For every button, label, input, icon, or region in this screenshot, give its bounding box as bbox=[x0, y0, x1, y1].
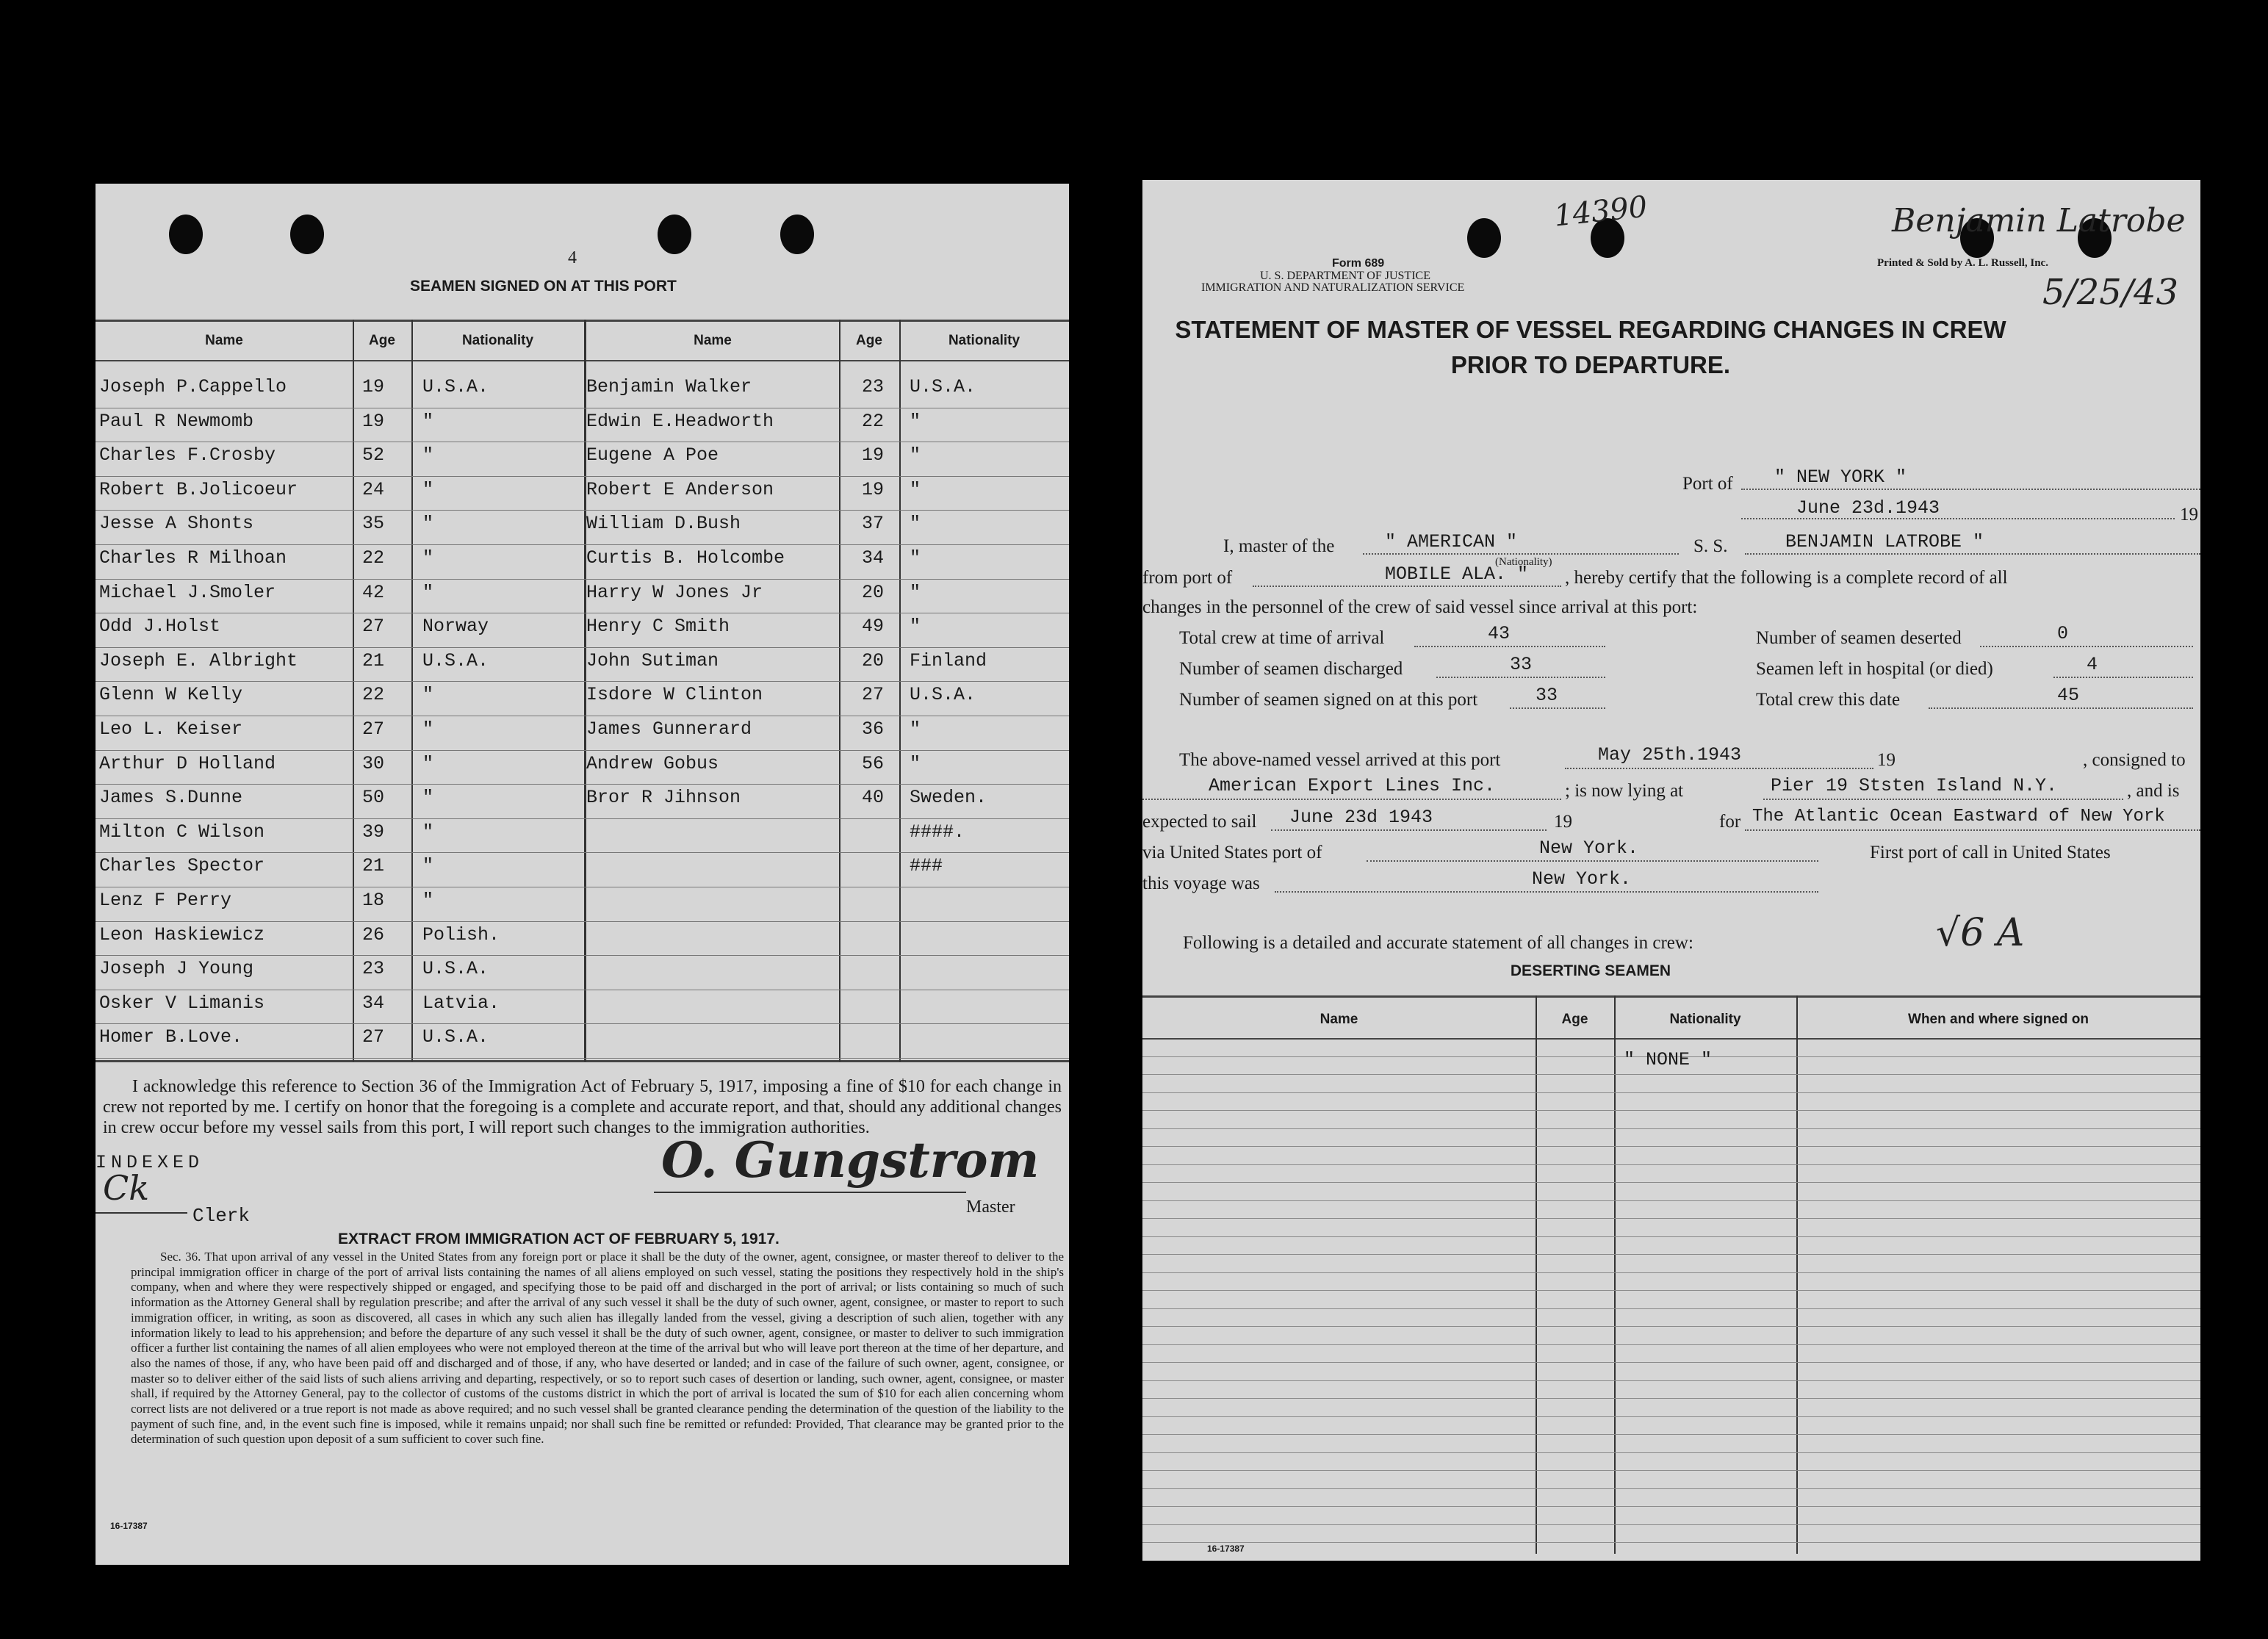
signed-on-nat: U.S.A. bbox=[422, 650, 489, 671]
signed-on-age: 19 bbox=[362, 376, 385, 397]
acknowledgement-text: I acknowledge this reference to Section 36 of the Immigration Act of February 5, 1917, imposing a fine of $10 for each change in crew not reported by me. I certify on honor that the foregoing is a complete and accurate report, and that, should any additional changes in crew occur before my vessel sails from this port, I will report such changes to the immigration authorities. bbox=[103, 1077, 1062, 1137]
signed-on-name-col2: Bror R Jihnson bbox=[586, 787, 741, 808]
signed-on-age: 21 bbox=[362, 855, 385, 876]
signed-on-name-col2: Curtis B. Holcombe bbox=[586, 547, 785, 569]
signed-on-age: 18 bbox=[362, 890, 385, 911]
discharged-label: Number of seamen discharged bbox=[1179, 659, 1403, 679]
signed-on-age: 27 bbox=[362, 1026, 385, 1048]
service-name: IMMIGRATION AND NATURALIZATION SERVICE bbox=[1201, 281, 1465, 294]
signed-on-value: 33 bbox=[1536, 685, 1558, 706]
signed-on-name: James S.Dunne bbox=[99, 787, 243, 808]
clerk-initials: Ck bbox=[103, 1168, 150, 1208]
signed-on-age-col2: 20 bbox=[862, 650, 885, 671]
year-suffix-3: 19 bbox=[1554, 812, 1572, 832]
signed-on-age-col2: 20 bbox=[862, 582, 885, 603]
signed-on-nat-col2: " bbox=[910, 616, 921, 637]
ss-label: S. S. bbox=[1693, 536, 1728, 556]
signed-on-name: Charles F.Crosby bbox=[99, 444, 276, 466]
date-value: June 23d.1943 bbox=[1796, 497, 1940, 519]
from-port-value: MOBILE ALA. " bbox=[1385, 563, 1529, 585]
signed-on-name-col2: James Gunnerard bbox=[586, 718, 752, 740]
statement-title-line1: STATEMENT OF MASTER OF VESSEL REGARDING CHANGES IN CREW bbox=[1175, 316, 2006, 343]
signed-on-nat-col2: ### bbox=[910, 855, 943, 876]
signed-on-nat: " bbox=[422, 821, 434, 843]
certify-text-2: changes in the personnel of the crew of said vessel since arrival at this port: bbox=[1142, 597, 1698, 617]
signed-on-name-col2: Andrew Gobus bbox=[586, 753, 719, 774]
printer-imprint: Printed & Sold by A. L. Russell, Inc. bbox=[1877, 257, 2048, 269]
signed-on-age-col2: 22 bbox=[862, 411, 885, 432]
col-name-header: Name bbox=[205, 333, 243, 348]
port-label: Port of bbox=[1682, 474, 1733, 494]
signed-on-nat: " bbox=[422, 547, 434, 569]
col-nationality-header: Nationality bbox=[461, 333, 534, 348]
handwritten-ship-name: Benjamin Latrobe bbox=[1892, 202, 2186, 239]
deserting-seamen-title: DESERTING SEAMEN bbox=[1510, 962, 1671, 979]
via-label: via United States port of bbox=[1142, 843, 1322, 862]
extract-text: Sec. 36. That upon arrival of any vessel in the United States from any foreign port or place it shall be the duty of the owner, agent, consignee, or master thereof to deliver to the principal immigration officer in charge of the port of arrival lists containing the names of all aliens employed on such vessel, stating the positions they respectively hold in the ship's company, when and where they were respectively shipped or engaged, and specifying those to be paid off and discharged in the port of arrival; or lists containing so much of such information as the Attorney General shall by regulation prescribe; and after the arrival of any such vessel it shall be the duty of such owner, agent, consignee, or master to report to such immigration officer, in writing, as soon as discovered, all cases in which any such alien has illegally landed from the vessel, giving a description of such alien, together with any information likely to lead to his apprehension; and before the departure of any such vessel it shall be the duty of such owner, agent, consignee, or master to deliver to such immigration officer a further list containing the names of all alien employees who were not employed thereon at the time of the arrival but who will leave port thereon at the time of her departure, and also the names of those, if any, who have been paid off and discharged and of those, if any, who have deserted or landed; and in case of the failure of such owner, agent, consignee, or master so to deliver either of the said lists of such aliens arriving and departing, respectively, or so to report such cases of desertion or landing, such owner, agent, consignee, or master shall, if required by the Attorney General, pay to the collector of customs of the customs district in which the port of arrival is located the sum of $10 for each alien concerning whom correct lists are not delivered or a true report is not made as above required; and no such vessel shall be granted clearance pending the determination of the question of the liability to the payment of such fine, and, in the event such fine is imposed, while it remains unpaid; nor shall such fine be remitted or refunded: Provided, That clearance may be granted prior to the determination of such question upon deposit of a sum sufficient to cover such fine. bbox=[131, 1250, 1064, 1447]
nationality-value: " AMERICAN " bbox=[1385, 531, 1518, 552]
form-code: 16-17387 bbox=[110, 1521, 148, 1531]
signed-on-nat: U.S.A. bbox=[422, 958, 489, 979]
punch-hole bbox=[658, 215, 691, 254]
handwritten-date: 5/25/43 bbox=[2042, 272, 2179, 313]
and-is-label: , and is bbox=[2127, 781, 2180, 801]
signed-on-age: 21 bbox=[362, 650, 385, 671]
form-number: Form 689 bbox=[1332, 257, 1385, 270]
signed-on-age: 52 bbox=[362, 444, 385, 466]
signed-on-name: Milton C Wilson bbox=[99, 821, 265, 843]
signed-on-age: 19 bbox=[362, 411, 385, 432]
signed-on-label: Number of seamen signed on at this port bbox=[1179, 690, 1478, 710]
handwritten-mark: √6 A bbox=[1936, 911, 2025, 955]
nationality-caption: (Nationality) bbox=[1495, 556, 1552, 568]
signed-on-name: Glenn W Kelly bbox=[99, 684, 243, 705]
signed-on-age-col2: 40 bbox=[862, 787, 885, 808]
left-page bbox=[96, 184, 1069, 1565]
signed-on-age-col2: 37 bbox=[862, 513, 885, 534]
signed-on-nat: " bbox=[422, 582, 434, 603]
signed-on-name: Odd J.Holst bbox=[99, 616, 221, 637]
certify-text: , hereby certify that the following is a complete record of all bbox=[1565, 568, 2008, 588]
signed-on-name: Leo L. Keiser bbox=[99, 718, 243, 740]
signed-on-name: Arthur D Holland bbox=[99, 753, 276, 774]
lying-value: Pier 19 Ststen Island N.Y. bbox=[1771, 775, 2058, 796]
master-label: Master bbox=[966, 1197, 1015, 1217]
col-age-header-2: Age bbox=[856, 333, 882, 348]
signed-on-age: 42 bbox=[362, 582, 385, 603]
signed-on-age-col2: 36 bbox=[862, 718, 885, 740]
signed-on-nat-col2: " bbox=[910, 547, 921, 569]
deserted-label: Number of seamen deserted bbox=[1756, 628, 1962, 648]
signed-on-age: 22 bbox=[362, 684, 385, 705]
signed-on-age: 39 bbox=[362, 821, 385, 843]
signed-on-name-col2: Benjamin Walker bbox=[586, 376, 752, 397]
des-col-nationality-header: Nationality bbox=[1669, 1012, 1741, 1027]
signed-on-name-col2: Henry C Smith bbox=[586, 616, 730, 637]
signed-on-nat: " bbox=[422, 684, 434, 705]
signed-on-age-col2: 23 bbox=[862, 376, 885, 397]
signed-on-age-col2: 49 bbox=[862, 616, 885, 637]
signed-on-age: 50 bbox=[362, 787, 385, 808]
deserted-value: 0 bbox=[2057, 623, 2069, 644]
signed-on-nat-col2: " bbox=[910, 411, 921, 432]
col-nationality-header-2: Nationality bbox=[948, 333, 1020, 348]
signed-on-name: Leon Haskiewicz bbox=[99, 924, 265, 945]
signed-on-name: Robert B.Jolicoeur bbox=[99, 479, 298, 500]
signed-on-nat-col2: " bbox=[910, 582, 921, 603]
signed-on-name: Lenz F Perry bbox=[99, 890, 232, 911]
signed-on-name-col2: Isdore W Clinton bbox=[586, 684, 763, 705]
signed-on-nat: U.S.A. bbox=[422, 376, 489, 397]
first-port-label: First port of call in United States bbox=[1870, 843, 2111, 862]
consignee-value: American Export Lines Inc. bbox=[1209, 775, 1496, 796]
signed-on-name: Joseph P.Cappello bbox=[99, 376, 287, 397]
voyage-label: this voyage was bbox=[1142, 873, 1260, 893]
signed-on-age: 30 bbox=[362, 753, 385, 774]
arrived-value: May 25th.1943 bbox=[1598, 744, 1742, 766]
signed-on-age-col2: 56 bbox=[862, 753, 885, 774]
total-arrival-label: Total crew at time of arrival bbox=[1179, 628, 1385, 648]
signed-on-age-col2: 19 bbox=[862, 444, 885, 466]
col-age-header: Age bbox=[369, 333, 395, 348]
signed-on-nat-col2: ####. bbox=[910, 821, 965, 843]
page-number: 4 bbox=[568, 248, 577, 267]
signed-on-name: Charles Spector bbox=[99, 855, 265, 876]
expected-label: expected to sail bbox=[1142, 812, 1257, 832]
punch-hole bbox=[780, 215, 814, 254]
signed-on-nat: " bbox=[422, 513, 434, 534]
signed-on-age-col2: 34 bbox=[862, 547, 885, 569]
signed-on-nat: " bbox=[422, 479, 434, 500]
voyage-value: New York. bbox=[1532, 868, 1632, 890]
ship-name-value: BENJAMIN LATROBE " bbox=[1785, 531, 1984, 552]
clerk-label: Clerk bbox=[192, 1205, 251, 1227]
handwritten-file-number: 14390 bbox=[1552, 190, 1649, 234]
signed-on-nat: " bbox=[422, 444, 434, 466]
signed-on-name: Jesse A Shonts bbox=[99, 513, 254, 534]
signed-on-nat: " bbox=[422, 855, 434, 876]
signed-on-name: Joseph E. Albright bbox=[99, 650, 298, 671]
year-suffix-2: 19 bbox=[1877, 750, 1896, 770]
seamen-signed-on-title: SEAMEN SIGNED ON AT THIS PORT bbox=[410, 278, 677, 295]
signed-on-nat: " bbox=[422, 890, 434, 911]
des-col-age-header: Age bbox=[1561, 1012, 1588, 1027]
hospital-value: 4 bbox=[2087, 654, 2098, 675]
total-date-value: 45 bbox=[2057, 685, 2080, 706]
signed-on-name: Paul R Newmomb bbox=[99, 411, 254, 432]
discharged-value: 33 bbox=[1510, 654, 1533, 675]
signed-on-name: Osker V Limanis bbox=[99, 993, 265, 1014]
signed-on-nat: Latvia. bbox=[422, 993, 500, 1014]
signed-on-nat-col2: " bbox=[910, 444, 921, 466]
indexed-stamp: INDEXED bbox=[96, 1152, 204, 1173]
signed-on-name: Homer B.Love. bbox=[99, 1026, 243, 1048]
for-label: for bbox=[1719, 812, 1741, 832]
signed-on-nat: Norway bbox=[422, 616, 489, 637]
signed-on-name: Michael J.Smoler bbox=[99, 582, 276, 603]
total-arrival-value: 43 bbox=[1488, 623, 1511, 644]
right-page bbox=[1142, 180, 2200, 1561]
expected-value: June 23d 1943 bbox=[1289, 807, 1433, 828]
punch-hole bbox=[1467, 218, 1501, 258]
signed-on-nat-col2: " bbox=[910, 513, 921, 534]
arrived-label: The above-named vessel arrived at this port bbox=[1179, 750, 1501, 770]
consigned-label: , consigned to bbox=[2083, 750, 2186, 770]
from-port-label: from port of bbox=[1142, 568, 1233, 588]
signed-on-name-col2: Eugene A Poe bbox=[586, 444, 719, 466]
department: U. S. DEPARTMENT OF JUSTICE bbox=[1260, 270, 1430, 282]
master-signature: O. Gungstrom bbox=[661, 1131, 1040, 1189]
form-code-right: 16-17387 bbox=[1207, 1543, 1245, 1554]
lying-label: ; is now lying at bbox=[1565, 781, 1684, 801]
port-value: " NEW YORK " bbox=[1774, 467, 1907, 488]
col-name-header-2: Name bbox=[694, 333, 732, 348]
via-value: New York. bbox=[1539, 837, 1639, 859]
signed-on-nat: " bbox=[422, 787, 434, 808]
statement-title-line2: PRIOR TO DEPARTURE. bbox=[1450, 351, 1731, 378]
signed-on-nat-col2: " bbox=[910, 479, 921, 500]
destination-value: The Atlantic Ocean Eastward of New York bbox=[1752, 807, 2165, 826]
following-label: Following is a detailed and accurate statement of all changes in crew: bbox=[1183, 933, 1693, 953]
signed-on-nat-col2: U.S.A. bbox=[910, 684, 976, 705]
extract-title: EXTRACT FROM IMMIGRATION ACT OF FEBRUARY 5, 1917. bbox=[338, 1231, 780, 1247]
signed-on-nat: U.S.A. bbox=[422, 1026, 489, 1048]
none-entry: " NONE " bbox=[1624, 1049, 1713, 1070]
signed-on-age-col2: 27 bbox=[862, 684, 885, 705]
des-col-name-header: Name bbox=[1320, 1012, 1358, 1027]
signed-on-age: 23 bbox=[362, 958, 385, 979]
signed-on-name-col2: Edwin E.Headworth bbox=[586, 411, 774, 432]
signed-on-name-col2: John Sutiman bbox=[586, 650, 719, 671]
des-col-when-header: When and where signed on bbox=[1908, 1012, 2089, 1027]
signed-on-nat-col2: " bbox=[910, 753, 921, 774]
signed-on-nat: Polish. bbox=[422, 924, 500, 945]
signed-on-name: Charles R Milhoan bbox=[99, 547, 287, 569]
signed-on-nat: " bbox=[422, 753, 434, 774]
signed-on-nat-col2: Sweden. bbox=[910, 787, 987, 808]
signed-on-nat: " bbox=[422, 718, 434, 740]
master-of-label: I, master of the bbox=[1223, 536, 1335, 556]
signed-on-age: 34 bbox=[362, 993, 385, 1014]
signed-on-name-col2: Robert E Anderson bbox=[586, 479, 774, 500]
year-suffix: 19 bbox=[2180, 505, 2198, 525]
total-date-label: Total crew this date bbox=[1756, 690, 1901, 710]
signed-on-name: Joseph J Young bbox=[99, 958, 254, 979]
signed-on-age-col2: 19 bbox=[862, 479, 885, 500]
signed-on-nat: " bbox=[422, 411, 434, 432]
signed-on-age: 35 bbox=[362, 513, 385, 534]
signed-on-nat-col2: Finland bbox=[910, 650, 987, 671]
signed-on-age: 27 bbox=[362, 616, 385, 637]
punch-hole bbox=[169, 215, 203, 254]
hospital-label: Seamen left in hospital (or died) bbox=[1756, 659, 1993, 679]
signed-on-nat-col2: " bbox=[910, 718, 921, 740]
signed-on-age: 22 bbox=[362, 547, 385, 569]
signed-on-age: 24 bbox=[362, 479, 385, 500]
signed-on-name-col2: William D.Bush bbox=[586, 513, 741, 534]
signed-on-name-col2: Harry W Jones Jr bbox=[586, 582, 763, 603]
punch-hole bbox=[290, 215, 324, 254]
signed-on-age: 27 bbox=[362, 718, 385, 740]
signed-on-nat-col2: U.S.A. bbox=[910, 376, 976, 397]
signed-on-age: 26 bbox=[362, 924, 385, 945]
